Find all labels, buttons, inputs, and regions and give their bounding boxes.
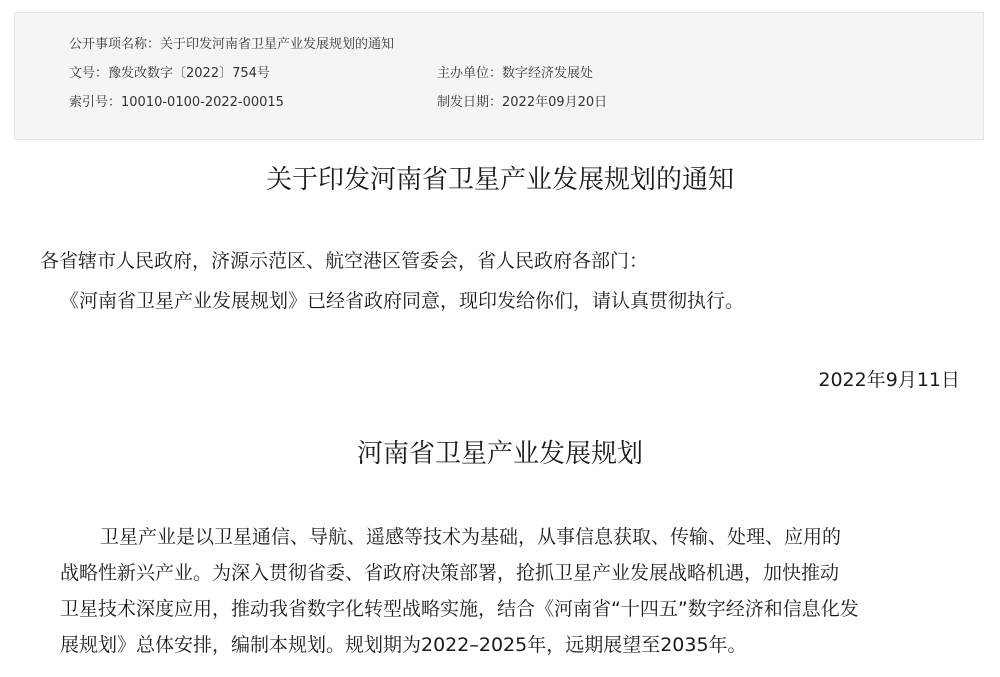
paragraph-line: 卫星产业是以卫星通信、导航、遥感等技术为基础，从事信息获取、传输、处理、应用的 [100, 526, 842, 548]
notice-title: 关于印发河南省卫星产业发展规划的通知 [265, 165, 734, 195]
meta-doc-number: 文号：豫发改数字〔2022〕754号 [69, 66, 270, 81]
plan-title: 河南省卫星产业发展规划 [356, 439, 643, 469]
notice-salutation: 各省辖市人民政府，济源示范区、航空港区管委会，省人民政府各部门： [40, 250, 649, 272]
paragraph-line: 卫星技术深度应用，推动我省数字化转型战略实施，结合《河南省“十四五”数字经济和信息化发 [60, 598, 859, 620]
notice-body: 《河南省卫星产业发展规划》已经省政府同意，现印发给你们，请认真贯彻执行。 [60, 290, 745, 312]
notice-date: 2022年9月11日 [818, 369, 960, 391]
meta-index-number: 索引号：10010-0100-2022-00015 [69, 95, 284, 110]
meta-item-name: 公开事项名称：关于印发河南省卫星产业发展规划的通知 [69, 37, 395, 52]
paragraph-line: 战略性新兴产业。为深入贯彻省委、省政府决策部署，抢抓卫星产业发展战略机遇，加快推动 [60, 562, 840, 584]
plan-paragraph [60, 519, 960, 663]
meta-issue-date: 制发日期：2022年09月20日 [437, 95, 608, 110]
document-metadata-panel [14, 12, 984, 140]
meta-organizer: 主办单位：数字经济发展处 [437, 66, 594, 81]
paragraph-line: 展规划》总体安排，编制本规划。规划期为2022–2025年，远期展望至2035年。 [60, 634, 747, 656]
